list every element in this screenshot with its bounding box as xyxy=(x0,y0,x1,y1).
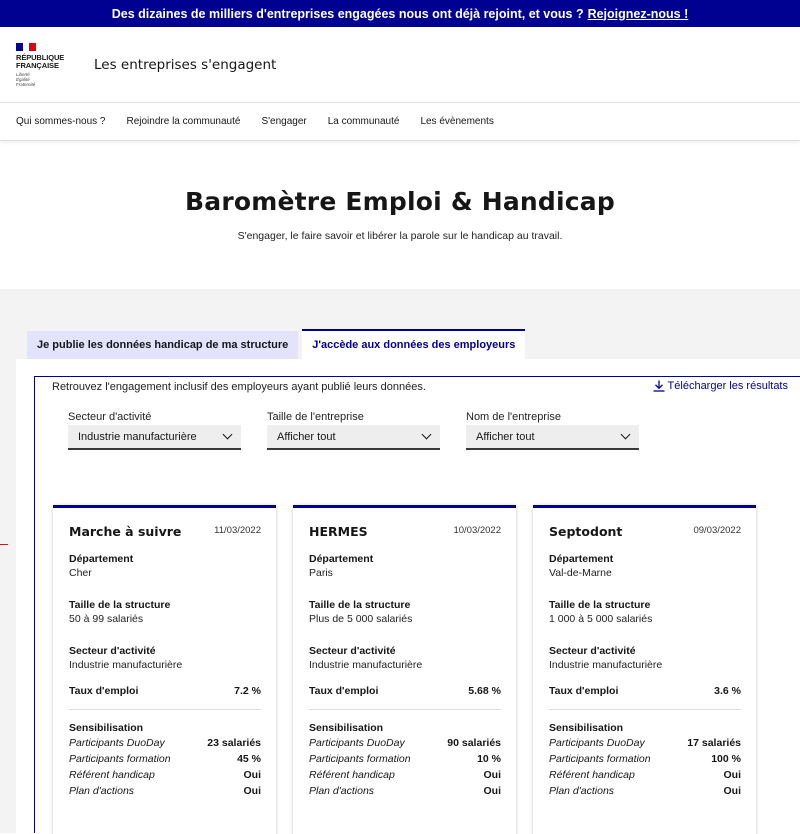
departement-label: Département xyxy=(549,553,614,565)
plan-row xyxy=(549,783,741,799)
card-company-name: HERMES xyxy=(309,524,368,539)
card-date: 09/03/2022 xyxy=(693,525,741,536)
referent-label: Référent handicap xyxy=(309,769,395,781)
duoday-row xyxy=(309,735,501,751)
referent-value: Oui xyxy=(723,769,741,781)
site-title[interactable]: Les entreprises s'engagent xyxy=(94,56,277,73)
taille-label: Taille de la structure xyxy=(549,599,651,611)
logo-line-1: RÉPUBLIQUE xyxy=(16,52,65,62)
nom-select-value: Afficher tout xyxy=(476,430,535,443)
taux-label: Taux d'emploi xyxy=(549,685,619,697)
hero-section xyxy=(0,141,800,289)
download-results-link[interactable] xyxy=(653,380,788,392)
taux-value: 7.2 % xyxy=(234,685,261,697)
employer-card xyxy=(533,505,756,834)
duoday-label: Participants DuoDay xyxy=(69,737,165,749)
departement-value: Paris xyxy=(309,567,333,579)
page-edge-marker xyxy=(0,544,8,545)
formation-label: Participants formation xyxy=(309,753,411,765)
referent-row xyxy=(309,767,501,783)
filter-nom xyxy=(466,411,639,450)
join-link[interactable]: Rejoignez-nous ! xyxy=(587,6,689,21)
card-company-name: Marche à suivre xyxy=(69,524,182,539)
nav-item-rejoindre[interactable]: Rejoindre la communauté xyxy=(126,116,241,127)
employer-card xyxy=(53,505,276,834)
formation-row xyxy=(69,751,261,767)
card-date: 11/03/2022 xyxy=(214,525,261,536)
download-label: Télécharger les résultats xyxy=(667,380,788,392)
referent-value: Oui xyxy=(483,769,501,781)
plan-label: Plan d'actions xyxy=(549,785,615,797)
sensibilisation-label: Sensibilisation xyxy=(309,722,384,734)
taux-label: Taux d'emploi xyxy=(69,685,139,697)
duoday-value: 90 salariés xyxy=(447,737,501,749)
secteur-value: Industrie manufacturière xyxy=(69,659,183,671)
departement-value: Val-de-Marne xyxy=(549,567,612,579)
referent-value: Oui xyxy=(243,769,261,781)
tab-list xyxy=(27,331,525,359)
referent-row xyxy=(69,767,261,783)
taux-emploi-row xyxy=(309,685,501,710)
plan-row xyxy=(309,783,501,799)
formation-row xyxy=(309,751,501,767)
secteur-label: Secteur d'activité xyxy=(69,645,156,657)
taille-value: Plus de 5 000 salariés xyxy=(309,613,413,625)
duoday-label: Participants DuoDay xyxy=(309,737,405,749)
banner-text: Des dizaines de milliers d'entreprises engagées nous ont déjà rejoint, et vous ? xyxy=(111,6,584,21)
logo-motto xyxy=(16,72,78,87)
taux-emploi-row xyxy=(69,685,261,710)
sensibilisation-label: Sensibilisation xyxy=(549,722,624,734)
download-icon xyxy=(653,380,665,392)
plan-row xyxy=(69,783,261,799)
filter-secteur-label: Secteur d'activité xyxy=(68,411,152,423)
card-company-name: Septodont xyxy=(549,524,623,539)
formation-label: Participants formation xyxy=(549,753,651,765)
taille-select-value: Afficher tout xyxy=(277,430,336,443)
formation-row xyxy=(549,751,741,767)
secteur-label: Secteur d'activité xyxy=(549,645,636,657)
nav-item-communaute[interactable]: La communauté xyxy=(327,116,400,127)
barometre-section xyxy=(0,289,800,833)
plan-value: Oui xyxy=(243,785,261,797)
tab-publish-data[interactable]: Je publie les données handicap de ma structure xyxy=(27,331,298,359)
secteur-select[interactable] xyxy=(68,425,241,450)
card-date: 10/03/2022 xyxy=(453,525,501,536)
duoday-value: 23 salariés xyxy=(207,737,261,749)
nav-item-evenements[interactable]: Les évènements xyxy=(420,116,494,127)
page-title: Baromètre Emploi & Handicap xyxy=(185,187,615,216)
flag-icon xyxy=(16,43,36,51)
republique-logo[interactable] xyxy=(16,43,78,87)
duoday-label: Participants DuoDay xyxy=(549,737,645,749)
duoday-value: 17 salariés xyxy=(687,737,741,749)
formation-label: Participants formation xyxy=(69,753,171,765)
page-subtitle: S'engager, le faire savoir et libérer la parole sur le handicap au travail. xyxy=(237,230,563,242)
chevron-down-icon xyxy=(621,430,631,440)
chevron-down-icon xyxy=(223,430,233,440)
employer-card xyxy=(293,505,516,834)
chevron-down-icon xyxy=(422,430,432,440)
taux-emploi-row xyxy=(549,685,741,710)
results-container xyxy=(34,376,800,833)
duoday-row xyxy=(549,735,741,751)
secteur-value: Industrie manufacturière xyxy=(309,659,423,671)
filter-secteur xyxy=(68,411,241,450)
plan-value: Oui xyxy=(723,785,741,797)
tab-panel xyxy=(16,359,800,833)
nav-item-sengager[interactable]: S'engager xyxy=(261,116,307,127)
formation-value: 10 % xyxy=(477,753,501,765)
filter-nom-label: Nom de l'entreprise xyxy=(466,411,562,423)
filter-taille-label: Taille de l'entreprise xyxy=(267,411,364,423)
referent-row xyxy=(549,767,741,783)
taux-label: Taux d'emploi xyxy=(309,685,379,697)
secteur-select-value: Industrie manufacturière xyxy=(78,430,197,443)
nav-item-qui-sommes-nous[interactable]: Qui sommes-nous ? xyxy=(16,116,106,127)
site-header xyxy=(0,27,800,103)
taille-value: 50 à 99 salariés xyxy=(69,613,144,625)
secteur-label: Secteur d'activité xyxy=(309,645,396,657)
duoday-row xyxy=(69,735,261,751)
departement-label: Département xyxy=(69,553,134,565)
plan-label: Plan d'actions xyxy=(69,785,135,797)
tab-access-data[interactable]: J'accède aux données des employeurs xyxy=(302,329,525,359)
plan-label: Plan d'actions xyxy=(309,785,375,797)
nom-select[interactable] xyxy=(466,425,639,450)
top-banner xyxy=(0,0,800,27)
taille-label: Taille de la structure xyxy=(69,599,171,611)
taille-select[interactable] xyxy=(267,425,440,450)
departement-label: Département xyxy=(309,553,374,565)
plan-value: Oui xyxy=(483,785,501,797)
motto-1: Liberté xyxy=(16,71,30,77)
logo-line-2: FRANÇAISE xyxy=(16,60,59,70)
referent-label: Référent handicap xyxy=(69,769,155,781)
taille-value: 1 000 à 5 000 salariés xyxy=(549,613,653,625)
formation-value: 100 % xyxy=(711,753,741,765)
sensibilisation-label: Sensibilisation xyxy=(69,722,144,734)
main-nav xyxy=(0,103,800,141)
motto-3: Fraternité xyxy=(16,81,36,87)
panel-intro: Retrouvez l'engagement inclusif des employeurs ayant publié leurs données. xyxy=(52,381,426,393)
taux-value: 5.68 % xyxy=(468,685,501,697)
taille-label: Taille de la structure xyxy=(309,599,411,611)
taux-value: 3.6 % xyxy=(714,685,741,697)
secteur-value: Industrie manufacturière xyxy=(549,659,663,671)
motto-2: Égalité xyxy=(16,76,30,82)
referent-label: Référent handicap xyxy=(549,769,635,781)
filter-taille xyxy=(267,411,440,450)
departement-value: Cher xyxy=(69,567,92,579)
formation-value: 45 % xyxy=(237,753,261,765)
